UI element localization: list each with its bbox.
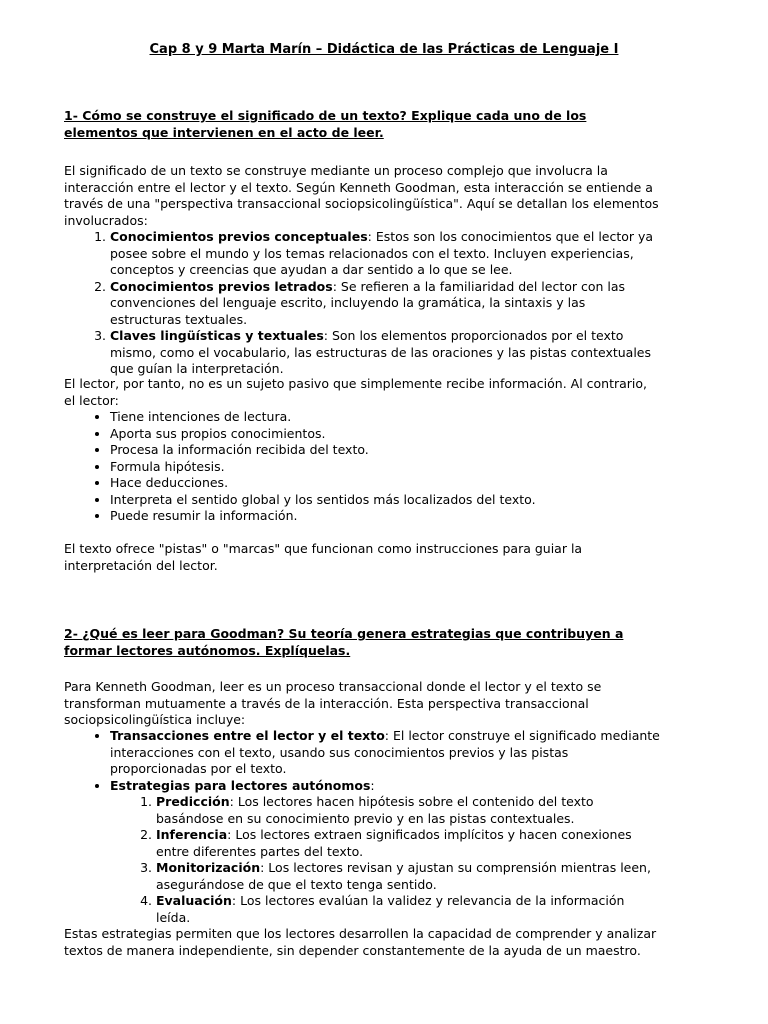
list-item [110,778,660,927]
strategy-item [156,827,660,860]
goodman-list [64,728,660,926]
strategy-item [156,893,660,926]
list-item: • Formula hipótesis. [110,459,660,476]
strategy-item [156,794,660,827]
element-text: : Son los elementos proporcionados por el texto mismo, como el vocabulario, las estructuras de las oraciones y las pistas contextuales que guían la interpretación. [110,328,652,376]
list-item: • Puede resumir la información. [110,508,660,525]
list-item: • Aporta sus propios conocimientos. [110,426,660,443]
element-text: : Estos son los conocimientos que el lector ya posee sobre el mundo y los temas relacionados con el texto. Incluyen experiencias, conceptos y creencias que ayudan a dar sentido a lo que se lee. [110,229,654,277]
question-1-text: 1- Cómo se construye el significado de un texto? Explique cada uno de los elementos que intervienen en el acto de leer. [64,108,587,140]
section-2-closing-text: Estas estrategias permiten que los lectores desarrollen la capacidad de comprender y analizar textos de manera independiente, sin depender constantemente de la ayuda de un maestro. [64,926,657,958]
element-term: Conocimientos previos letrados [110,278,333,294]
list-item: • Tiene intenciones de lectura. [110,409,660,426]
strategies-colon: : [370,777,375,793]
strategy-text: : Los lectores extraen significados implícitos y hacen conexiones entre diferentes partes del texto. [156,827,632,859]
list-item: • Hace deducciones. [110,475,660,492]
reader-list [64,409,660,525]
transactions-term: Transacciones entre el lector y el texto [110,728,385,743]
section-1-intro-text: El significado de un texto se construye mediante un proceso complejo que involucra la interacción entre el lector y el texto. Según Kenneth Goodman, esta interacción se entiende a través de una "perspectiva transaccional sociopsicolingüística". Aquí se detallan los elementos involucrados: [64,163,659,228]
strategy-item [156,860,660,893]
section-1-intro [64,163,660,229]
strategy-text: : Los lectores evalúan la validez y relevancia de la información leída. [156,893,625,925]
strategy-term: Monitorización [156,860,261,875]
strategy-term: Evaluación [156,893,232,908]
section-1-closing [64,541,660,574]
strategy-term: Inferencia [156,827,228,842]
list-item: • Interpreta el sentido global y los sentidos más localizados del texto. [110,492,660,509]
transactions-text: : El lector construye el significado mediante interacciones con el texto, usando sus conocimientos previos y las pistas proporcionadas por el texto. [110,728,660,776]
section-2-intro [64,679,660,729]
list-item: • Procesa la información recibida del texto. [110,442,660,459]
element-term: Claves lingüísticas y textuales [110,328,324,343]
reader-intro [64,376,660,409]
strategies-term: Estrategias para lectores autónomos [110,777,371,793]
section-2-intro-text: Para Kenneth Goodman, leer es un proceso transaccional donde el lector y el texto se transforman mutuamente a través de la interacción. Esta perspectiva transaccional sociopsicolingüística incluye: [64,679,602,727]
elements-list [64,229,660,378]
question-1 [64,108,660,141]
document-title: Cap 8 y 9 Marta Marín – Didáctica de las Prácticas de Lenguaje I [149,42,619,57]
question-2 [64,626,660,659]
section-1-closing-text: El texto ofrece "pistas" o "marcas" que funcionan como instrucciones para guiar la interpretación del lector. [64,541,583,573]
element-term: Conocimientos previos conceptuales [110,229,368,244]
element-item [110,279,660,329]
element-item [110,229,660,279]
question-2-text: 2- ¿Qué es leer para Goodman? Su teoría genera estrategias que contribuyen a formar lectores autónomos. Explíquelas. [64,626,624,658]
element-item [110,328,660,378]
strategies-list [110,794,660,926]
strategy-text: : Los lectores revisan y ajustan su comprensión mientras leen, asegurándose de que el texto tenga sentido. [156,860,651,892]
section-2-closing [64,926,660,959]
element-text: : Se refieren a la familiaridad del lector con las convenciones del lenguaje escrito, incluyendo la gramática, la sintaxis y las estructuras textuales. [110,278,626,327]
strategy-term: Predicción [156,794,230,809]
strategy-text: : Los lectores hacen hipótesis sobre el contenido del texto basándose en su conocimiento previo y en las pistas contextuales. [156,794,594,826]
list-item [110,728,660,778]
reader-intro-text: El lector, por tanto, no es un sujeto pasivo que simplemente recibe información. Al contrario, el lector: [64,376,648,408]
